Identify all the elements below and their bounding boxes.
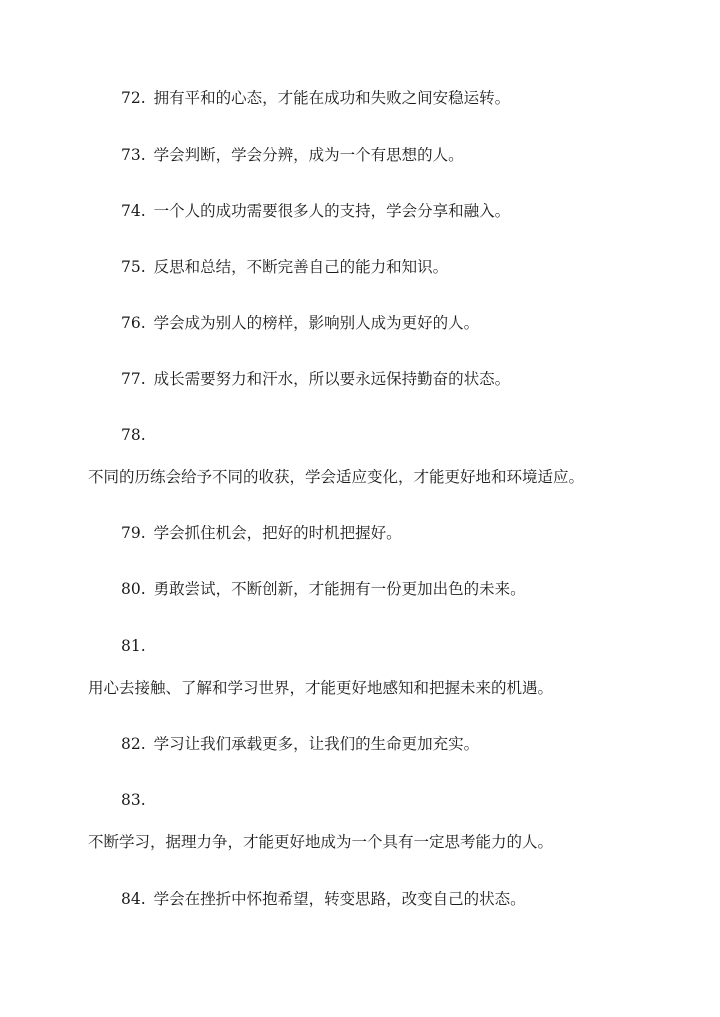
item-text: 拥有平和的心态，才能在成功和失败之间安稳运转。 (153, 89, 511, 107)
item-text: 学会抓住机会，把好的时机把握好。 (153, 524, 402, 542)
list-item (121, 734, 479, 754)
item-number: 72. (121, 89, 146, 107)
list-item (121, 889, 526, 909)
item-text: 不同的历练会给予不同的收获，学会适应变化，才能更好地和环境适应。 (88, 468, 585, 486)
list-item (121, 145, 464, 165)
list-item (121, 257, 448, 277)
item-text: 学习让我们承载更多，让我们的生命更加充实。 (153, 735, 480, 753)
list-item (121, 313, 479, 333)
item-text: 学会成为别人的榜样，影响别人成为更好的人。 (153, 314, 480, 332)
item-number: 83. (121, 791, 146, 809)
item-number: 76. (121, 314, 146, 332)
list-item (121, 579, 526, 599)
list-item (121, 523, 402, 543)
item-number: 80. (121, 580, 146, 598)
item-text: 用心去接触、了解和学习世界，才能更好地感知和把握未来的机遇。 (88, 679, 554, 697)
item-number: 75. (121, 258, 146, 276)
item-number: 73. (121, 146, 146, 164)
item-number: 79. (121, 524, 146, 542)
item-text: 勇敢尝试，不断创新，才能拥有一份更加出色的未来。 (153, 580, 526, 598)
item-number: 82. (121, 735, 146, 753)
item-number: 84. (121, 890, 146, 908)
item-number: 74. (121, 202, 146, 220)
item-text: 一个人的成功需要很多人的支持，学会分享和融入。 (153, 202, 511, 220)
item-text: 反思和总结，不断完善自己的能力和知识。 (153, 258, 449, 276)
item-number: 81. (121, 637, 146, 655)
item-text: 学会在挫折中怀抱希望，转变思路，改变自己的状态。 (153, 890, 526, 908)
list-item (121, 88, 510, 108)
item-text: 学会判断，学会分辨，成为一个有思想的人。 (153, 146, 464, 164)
item-text: 成长需要努力和汗水，所以要永远保持勤奋的状态。 (153, 370, 511, 388)
item-number: 78. (121, 426, 146, 444)
item-number: 77. (121, 370, 146, 388)
list-item (121, 369, 510, 389)
list-item (121, 201, 510, 221)
item-text: 不断学习，据理力争，才能更好地成为一个具有一定思考能力的人。 (88, 833, 554, 851)
